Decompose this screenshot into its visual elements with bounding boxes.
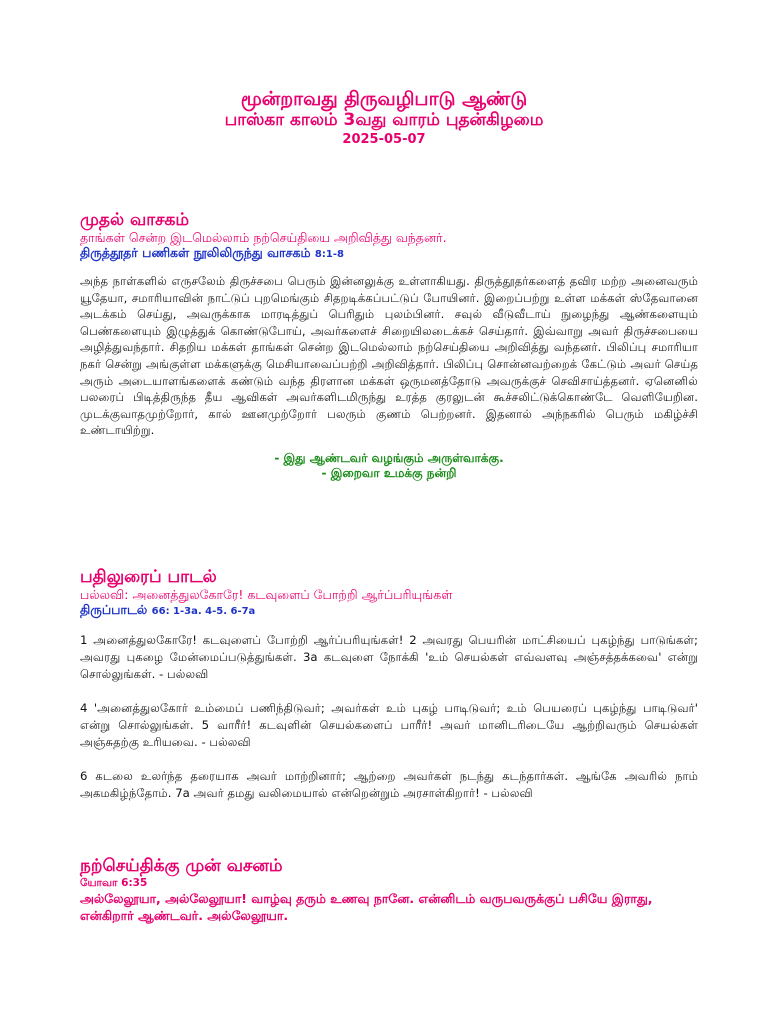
psalm-verse-2: 4 'அனைத்துலகோர் உம்மைப் பணிந்திடுவர்; அவர்கள் உம் புகழ் பாடிடுவர்; உம் பெயரைப் புகழ்ந்து பாடிடுவர்' என்று சொல்லுங்கள். 5 வாரீர்! கடவுளின் செயல்களைப் பாரீர்! அவர் மானிடரிடையே ஆற்றிவரும் செயல்கள் அஞ்சுதற்கு உரியவை. - பல்லவி	[80, 701, 698, 749]
first-reading-text: அந்த நாள்களில் எருசலேம் திருச்சபை பெரும் இன்னலுக்கு உள்ளாகியது. திருத்தூதர்களைத் தவிர மற்ற அனைவரும் யூதேயா, சமாரியாவின் நாட்டுப் புறமெங்கும் சிதறடிக்கப்பட்டுப் போயினர். இறைப்பற்று உள்ள மக்கள் ஸ்தேவானை அடக்கம் செய்து, அவருக்காக மாரடித்துப் பெரிதும் புலம்பினர். சவுல் வீடுவீடாய் நுழைந்து ஆண்களையும் பெண்களையும் இழுத்துக் கொண்டுபோய், அவர்களைச் சிறையிலடைக்கச் செய்தார். இவ்வாறு அவர் திருச்சபையை அழித்துவந்தார். சிதறிய மக்கள் தாங்கள் சென்ற இடமெல்லாம் நற்செய்தியை அறிவித்து வந்தனர். பிலிப்பு சமாரியா நகர் சென்று அங்குள்ள மக்களுக்கு மெசியாவைப்பற்றி அறிவித்தார். பிலிப்பு சொன்னவற்றைக் கேட்டும் அவர் செய்த அரும் அடையாளங்களைக் கண்டும் வந்த திரளான மக்கள் ஒருமனத்தோடு அவருக்குச் செவிசாய்த்தனர். ஏனெனில் பலரைப் பிடித்திருந்த தீய ஆவிகள் அவர்களிடமிருந்து உரத்த குரலுடன் கூச்சலிட்டுக்கொண்டே வெளியேறின. முடக்குவாதமுற்றோர், கால் ஊனமுற்றோர் பலரும் குணம் பெற்றனர். இதனால் அந்நகரில் பெரும் மகிழ்ச்சி உண்டாயிற்று.	[80, 274, 698, 438]
page-date: 2025-05-07	[342, 132, 426, 147]
psalm-refrain: பல்லவி: அனைத்துலகோரே! கடவுளைப் போற்றி ஆர்ப்பரியுங்கள்	[80, 587, 453, 602]
gospel-acclamation-text: அல்லேலூயா, அல்லேலூயா! வாழ்வு தரும் உணவு நானே. என்னிடம் வருபவருக்குப் பசியே இராது, என்கிறார் ஆண்டவர். அல்லேலூயா.	[80, 891, 653, 923]
psalm-verse-1: 1 அனைத்துலகோரே! கடவுளைப் போற்றி ஆர்ப்பரியுங்கள்! 2 அவரது பெயரின் மாட்சியைப் புகழ்ந்து பாடுங்கள்; அவரது புகழை மேன்மைப்படுத்துங்கள். 3a கடவுளை நோக்கி 'உம் செயல்கள் எவ்வளவு அஞ்சத்தக்கவை' என்று சொல்லுங்கள். - பல்லவி	[80, 633, 698, 681]
first-reading-heading: முதல் வாசகம்	[80, 210, 190, 230]
document-header	[0, 88, 768, 148]
first-reading-summary: தாங்கள் சென்ற இடமெல்லாம் நற்செய்தியை அறிவித்து வந்தனர்.	[80, 230, 447, 245]
first-reading-source-label: திருத்தூதர் பணிகள் நூலிலிருந்து வாசகம்	[80, 245, 311, 260]
psalm-source-ref: 66: 1-3a. 4-5. 6-7a	[151, 606, 256, 617]
psalm-source	[80, 602, 698, 620]
psalm-source-label: திருப்பாடல்	[80, 602, 148, 617]
first-reading-source	[80, 245, 698, 263]
reading-acclamation: - இது ஆண்டவர் வழங்கும் அருள்வாக்கு.	[274, 450, 504, 465]
page-subtitle: பாஸ்கா காலம் 3வது வாரம் புதன்கிழமை	[224, 110, 544, 130]
gospel-acclamation-source-ref: 6:35	[121, 877, 148, 889]
first-reading-section	[80, 210, 698, 481]
first-reading-source-ref: 8:1-8	[314, 249, 344, 260]
page-title: மூன்றாவது திருவழிபாடு ஆண்டு	[240, 88, 528, 110]
gospel-acclamation-heading: நற்செய்திக்கு முன் வசனம்	[80, 856, 283, 876]
gospel-acclamation-source-label: யோவா	[80, 877, 118, 889]
psalm-verse-3: 6 கடலை உலர்ந்த தரையாக அவர் மாற்றினார்; ஆற்றை அவர்கள் நடந்து கடந்தார்கள். ஆங்கே அவரில் நாம் அகமகிழ்ந்தோம். 7a அவர் தமது வலிமையால் என்றென்றும் அரசாள்கிறார்! - பல்லவி	[80, 769, 698, 800]
psalm-heading: பதிலுரைப் பாடல்	[80, 567, 217, 587]
psalm-section	[80, 567, 698, 802]
reading-response: - இறைவா உமக்கு நன்றி	[321, 465, 457, 480]
gospel-acclamation-source	[80, 876, 698, 890]
gospel-acclamation-section	[80, 856, 698, 924]
